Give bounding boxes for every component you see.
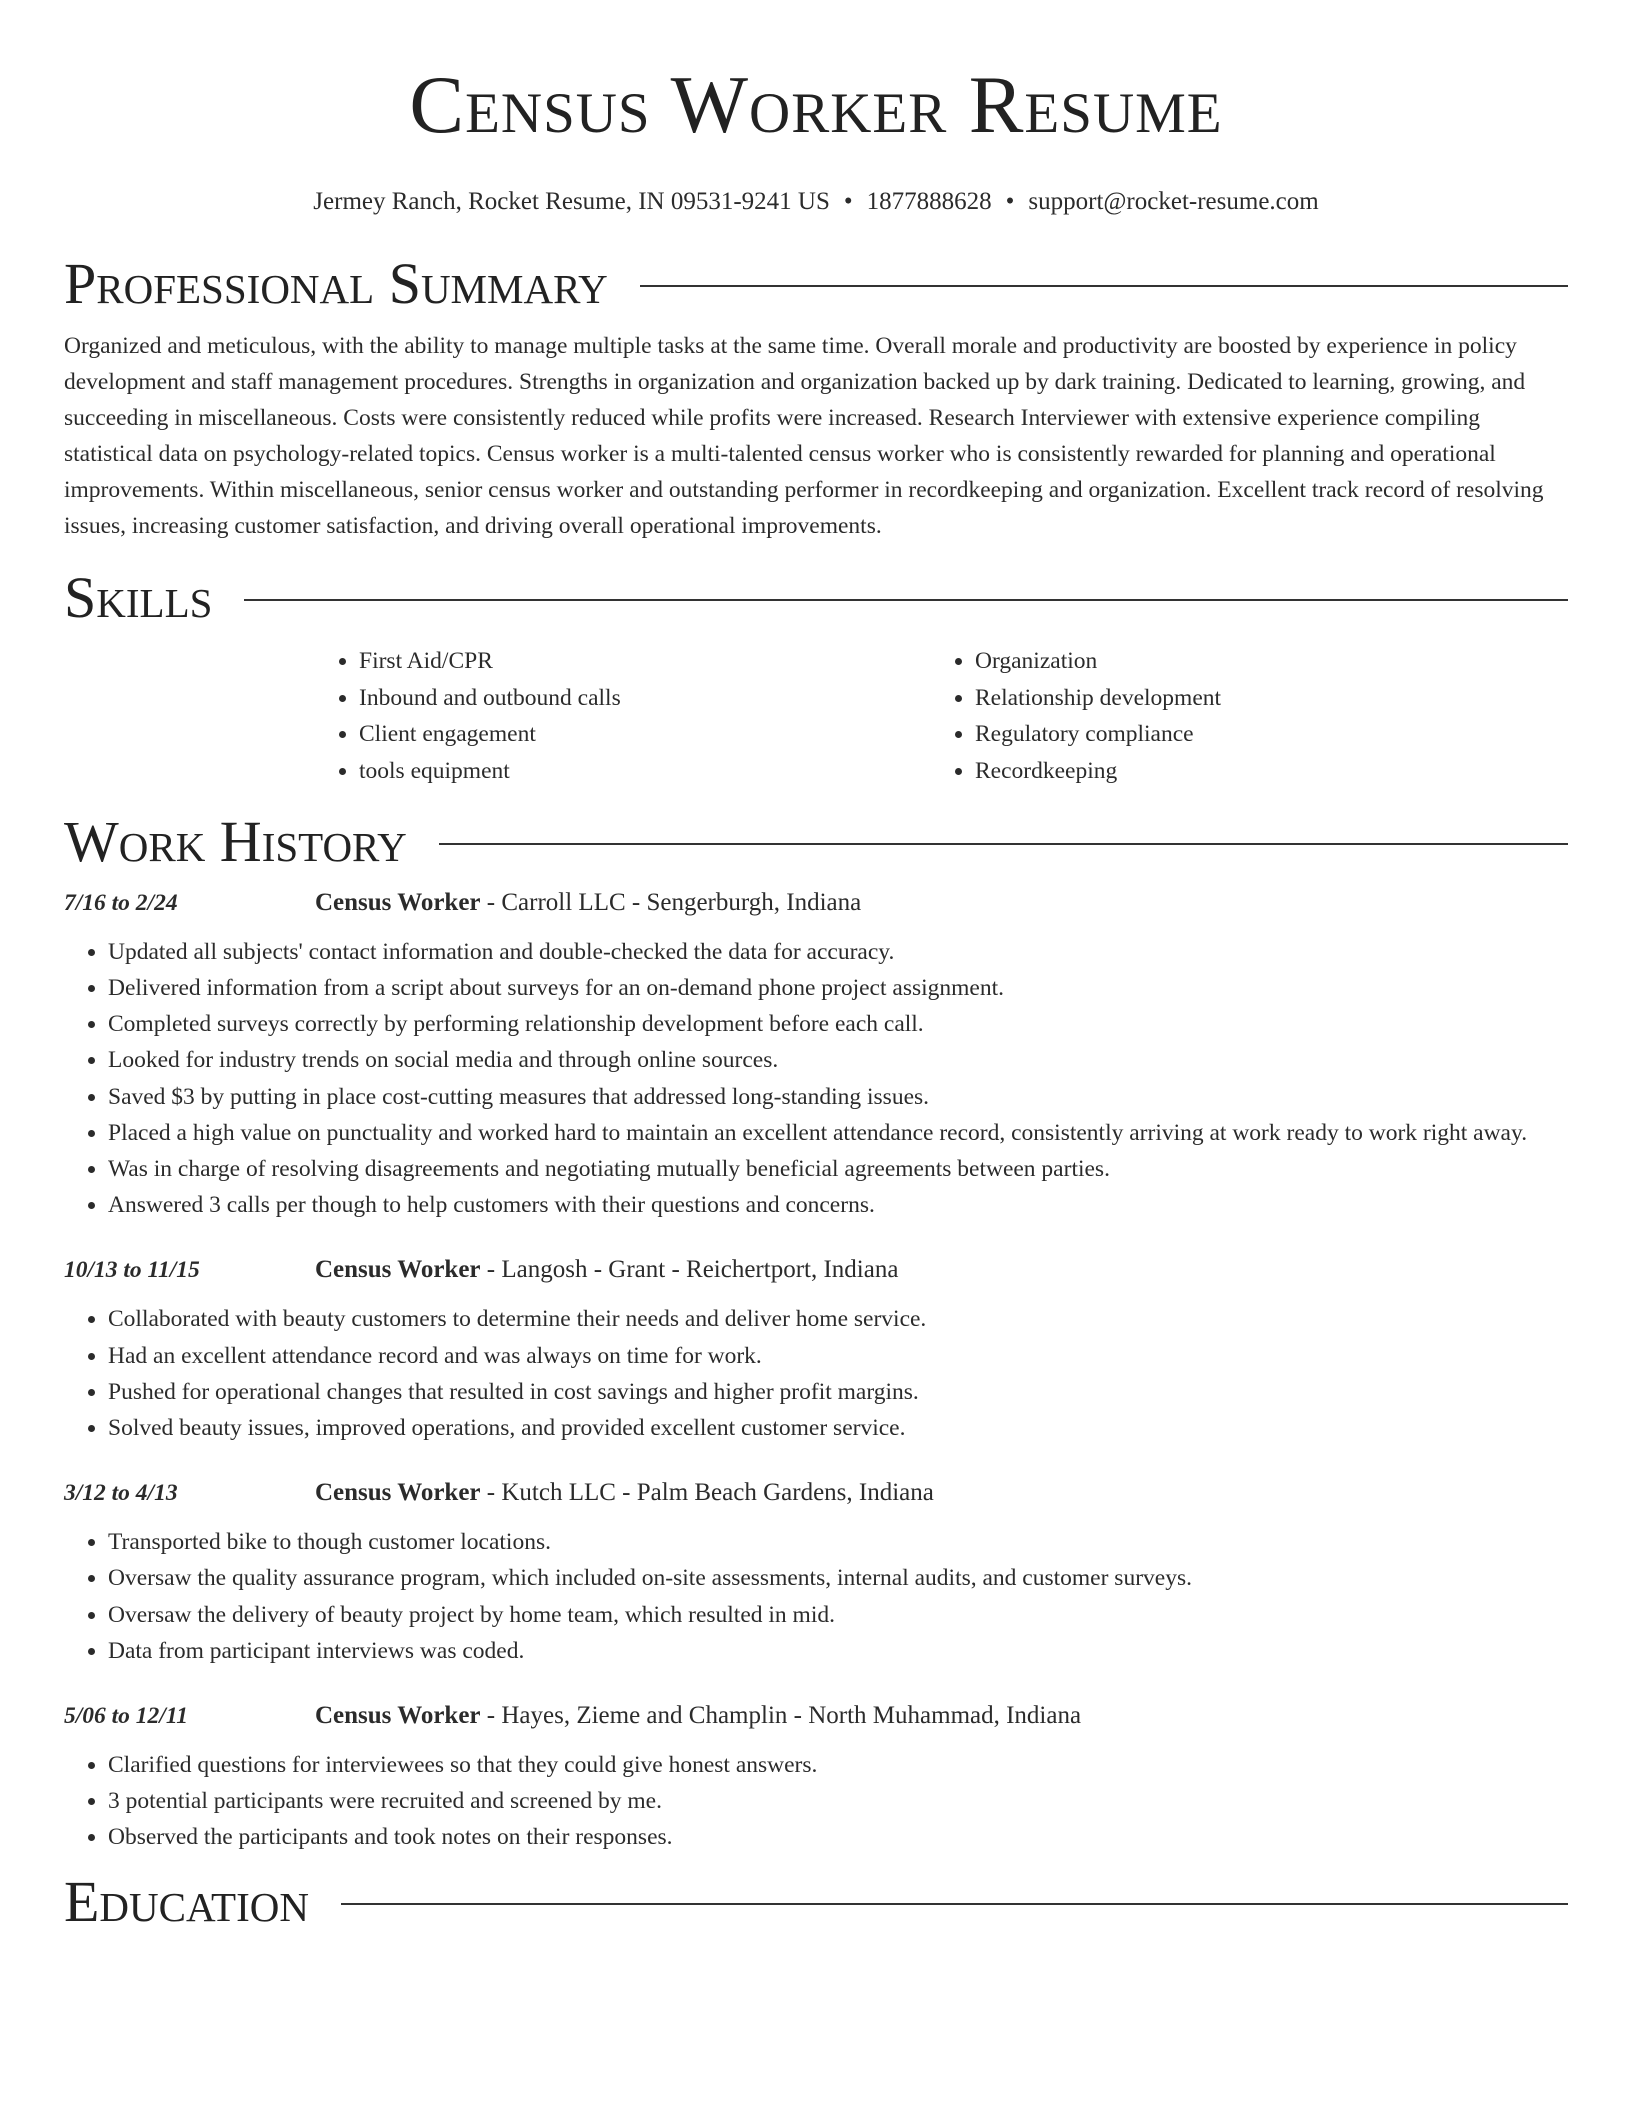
job-entry	[64, 886, 1568, 1224]
skill-item: • Client engagement	[359, 716, 931, 753]
contact-separator: •	[1005, 188, 1015, 215]
work-heading: Work History	[64, 808, 407, 874]
skill-item: • First Aid/CPR	[359, 643, 931, 680]
job-bullet: • Answered 3 calls per though to help customers with their questions and concerns.	[108, 1187, 1568, 1223]
job-bullets	[64, 934, 1568, 1224]
job-entry	[64, 1253, 1568, 1446]
summary-heading: Professional Summary	[64, 251, 608, 316]
job-bullet: • Transported bike to though customer locations.	[108, 1524, 1568, 1560]
job-dates: 7/16 to 2/24	[64, 889, 178, 916]
skill-item: • Organization	[975, 643, 1547, 680]
section-divider	[341, 1903, 1568, 1905]
education-section-header	[64, 1870, 1568, 1934]
contact-separator: •	[843, 188, 853, 215]
section-divider	[439, 843, 1568, 845]
skills-heading: Skills	[64, 565, 213, 630]
skill-item: • Regulatory compliance	[975, 716, 1547, 753]
job-details: - Carroll LLC - Sengerburgh, Indiana	[480, 888, 862, 916]
job-title: Census Worker	[315, 1702, 481, 1730]
job-header	[64, 1253, 1568, 1287]
job-title: Census Worker	[315, 1256, 481, 1284]
job-bullet: • Pushed for operational changes that resulted in cost savings and higher profit margins.	[108, 1374, 1568, 1410]
section-divider	[640, 285, 1568, 287]
job-header	[64, 1699, 1568, 1733]
work-section-header	[64, 810, 1568, 874]
job-dates: 10/13 to 11/15	[64, 1257, 200, 1284]
skills-list	[315, 643, 1568, 790]
job-dates: 5/06 to 12/11	[64, 1703, 189, 1730]
job-entry	[64, 1476, 1568, 1669]
job-bullet: • Updated all subjects' contact information and double-checked the data for accuracy.	[108, 934, 1568, 970]
job-details: - Langosh - Grant - Reichertport, Indiana	[480, 1256, 899, 1284]
skill-item: • Relationship development	[975, 680, 1547, 717]
job-header	[64, 886, 1568, 920]
skill-item: • Recordkeeping	[975, 753, 1547, 790]
education-heading: Education	[64, 1868, 309, 1934]
skills-section-header	[64, 566, 1568, 630]
job-heading	[315, 1699, 1081, 1733]
job-heading	[315, 1476, 934, 1510]
job-bullet: • Observed the participants and took notes on their responses.	[108, 1819, 1568, 1855]
job-entry	[64, 1699, 1568, 1856]
skills-column-left	[315, 643, 931, 790]
skill-item: • Inbound and outbound calls	[359, 680, 931, 717]
job-bullet: • Was in charge of resolving disagreements and negotiating mutually beneficial agreements between parties.	[108, 1151, 1568, 1187]
skill-item: • tools equipment	[359, 753, 931, 790]
job-bullet: • 3 potential participants were recruited and screened by me.	[108, 1783, 1568, 1819]
job-bullet: • Saved $3 by putting in place cost-cutting measures that addressed long-standing issues.	[108, 1079, 1568, 1115]
summary-text: Organized and meticulous, with the ability to manage multiple tasks at the same time. Overall morale and productivity are boosted by experience in policy development and staff management procedures. Strengths in organization and organization backed up by dark training. Dedicated to learning, growing, and succeeding in miscellaneous. Costs were consistently reduced while profits were increased. Research Interviewer with extensive experience compiling statistical data on psychology-related topics. Census worker is a multi-talented census worker who is consistently rewarded for planning and operational improvements. Within miscellaneous, senior census worker and outstanding performer in recordkeeping and organization. Excellent track record of resolving issues, increasing customer satisfaction, and driving overall operational improvements.	[64, 333, 1544, 539]
job-title: Census Worker	[315, 888, 481, 916]
job-bullet: • Completed surveys correctly by performing relationship development before each call.	[108, 1006, 1568, 1042]
summary-section-header	[64, 252, 1568, 316]
contact-phone: 1877888628	[866, 188, 992, 215]
resume-title: Census Worker Resume	[409, 59, 1223, 150]
job-dates: 3/12 to 4/13	[64, 1480, 178, 1507]
job-details: - Kutch LLC - Palm Beach Gardens, Indiana	[480, 1479, 934, 1507]
job-bullet: • Data from participant interviews was coded.	[108, 1633, 1568, 1669]
contact-line	[64, 186, 1568, 218]
contact-address: Jermey Ranch, Rocket Resume, IN 09531-9241 US	[313, 188, 830, 215]
job-header	[64, 1476, 1568, 1510]
job-title: Census Worker	[315, 1479, 481, 1507]
job-bullet: • Clarified questions for interviewees so that they could give honest answers.	[108, 1747, 1568, 1783]
job-heading	[315, 1253, 898, 1287]
section-divider	[244, 599, 1568, 601]
job-bullet: • Placed a high value on punctuality and worked hard to maintain an excellent attendance record, consistently arriving at work ready to work right away.	[108, 1115, 1568, 1151]
job-bullet: • Oversaw the delivery of beauty project by home team, which resulted in mid.	[108, 1597, 1568, 1633]
job-details: - Hayes, Zieme and Champlin - North Muhammad, Indiana	[480, 1702, 1082, 1730]
job-bullet: • Looked for industry trends on social media and through online sources.	[108, 1042, 1568, 1078]
job-bullet: • Delivered information from a script about surveys for an on-demand phone project assignment.	[108, 970, 1568, 1006]
job-bullet: • Solved beauty issues, improved operations, and provided excellent customer service.	[108, 1410, 1568, 1446]
job-bullet: • Collaborated with beauty customers to determine their needs and deliver home service.	[108, 1301, 1568, 1337]
job-bullets	[64, 1524, 1568, 1669]
job-bullet: • Had an excellent attendance record and was always on time for work.	[108, 1338, 1568, 1374]
skills-column-right	[931, 643, 1547, 790]
job-bullet: • Oversaw the quality assurance program, which included on-site assessments, internal audits, and customer surveys.	[108, 1560, 1568, 1596]
job-bullets	[64, 1301, 1568, 1446]
contact-email: support@rocket-resume.com	[1028, 188, 1319, 215]
job-heading	[315, 886, 861, 920]
job-bullets	[64, 1747, 1568, 1856]
